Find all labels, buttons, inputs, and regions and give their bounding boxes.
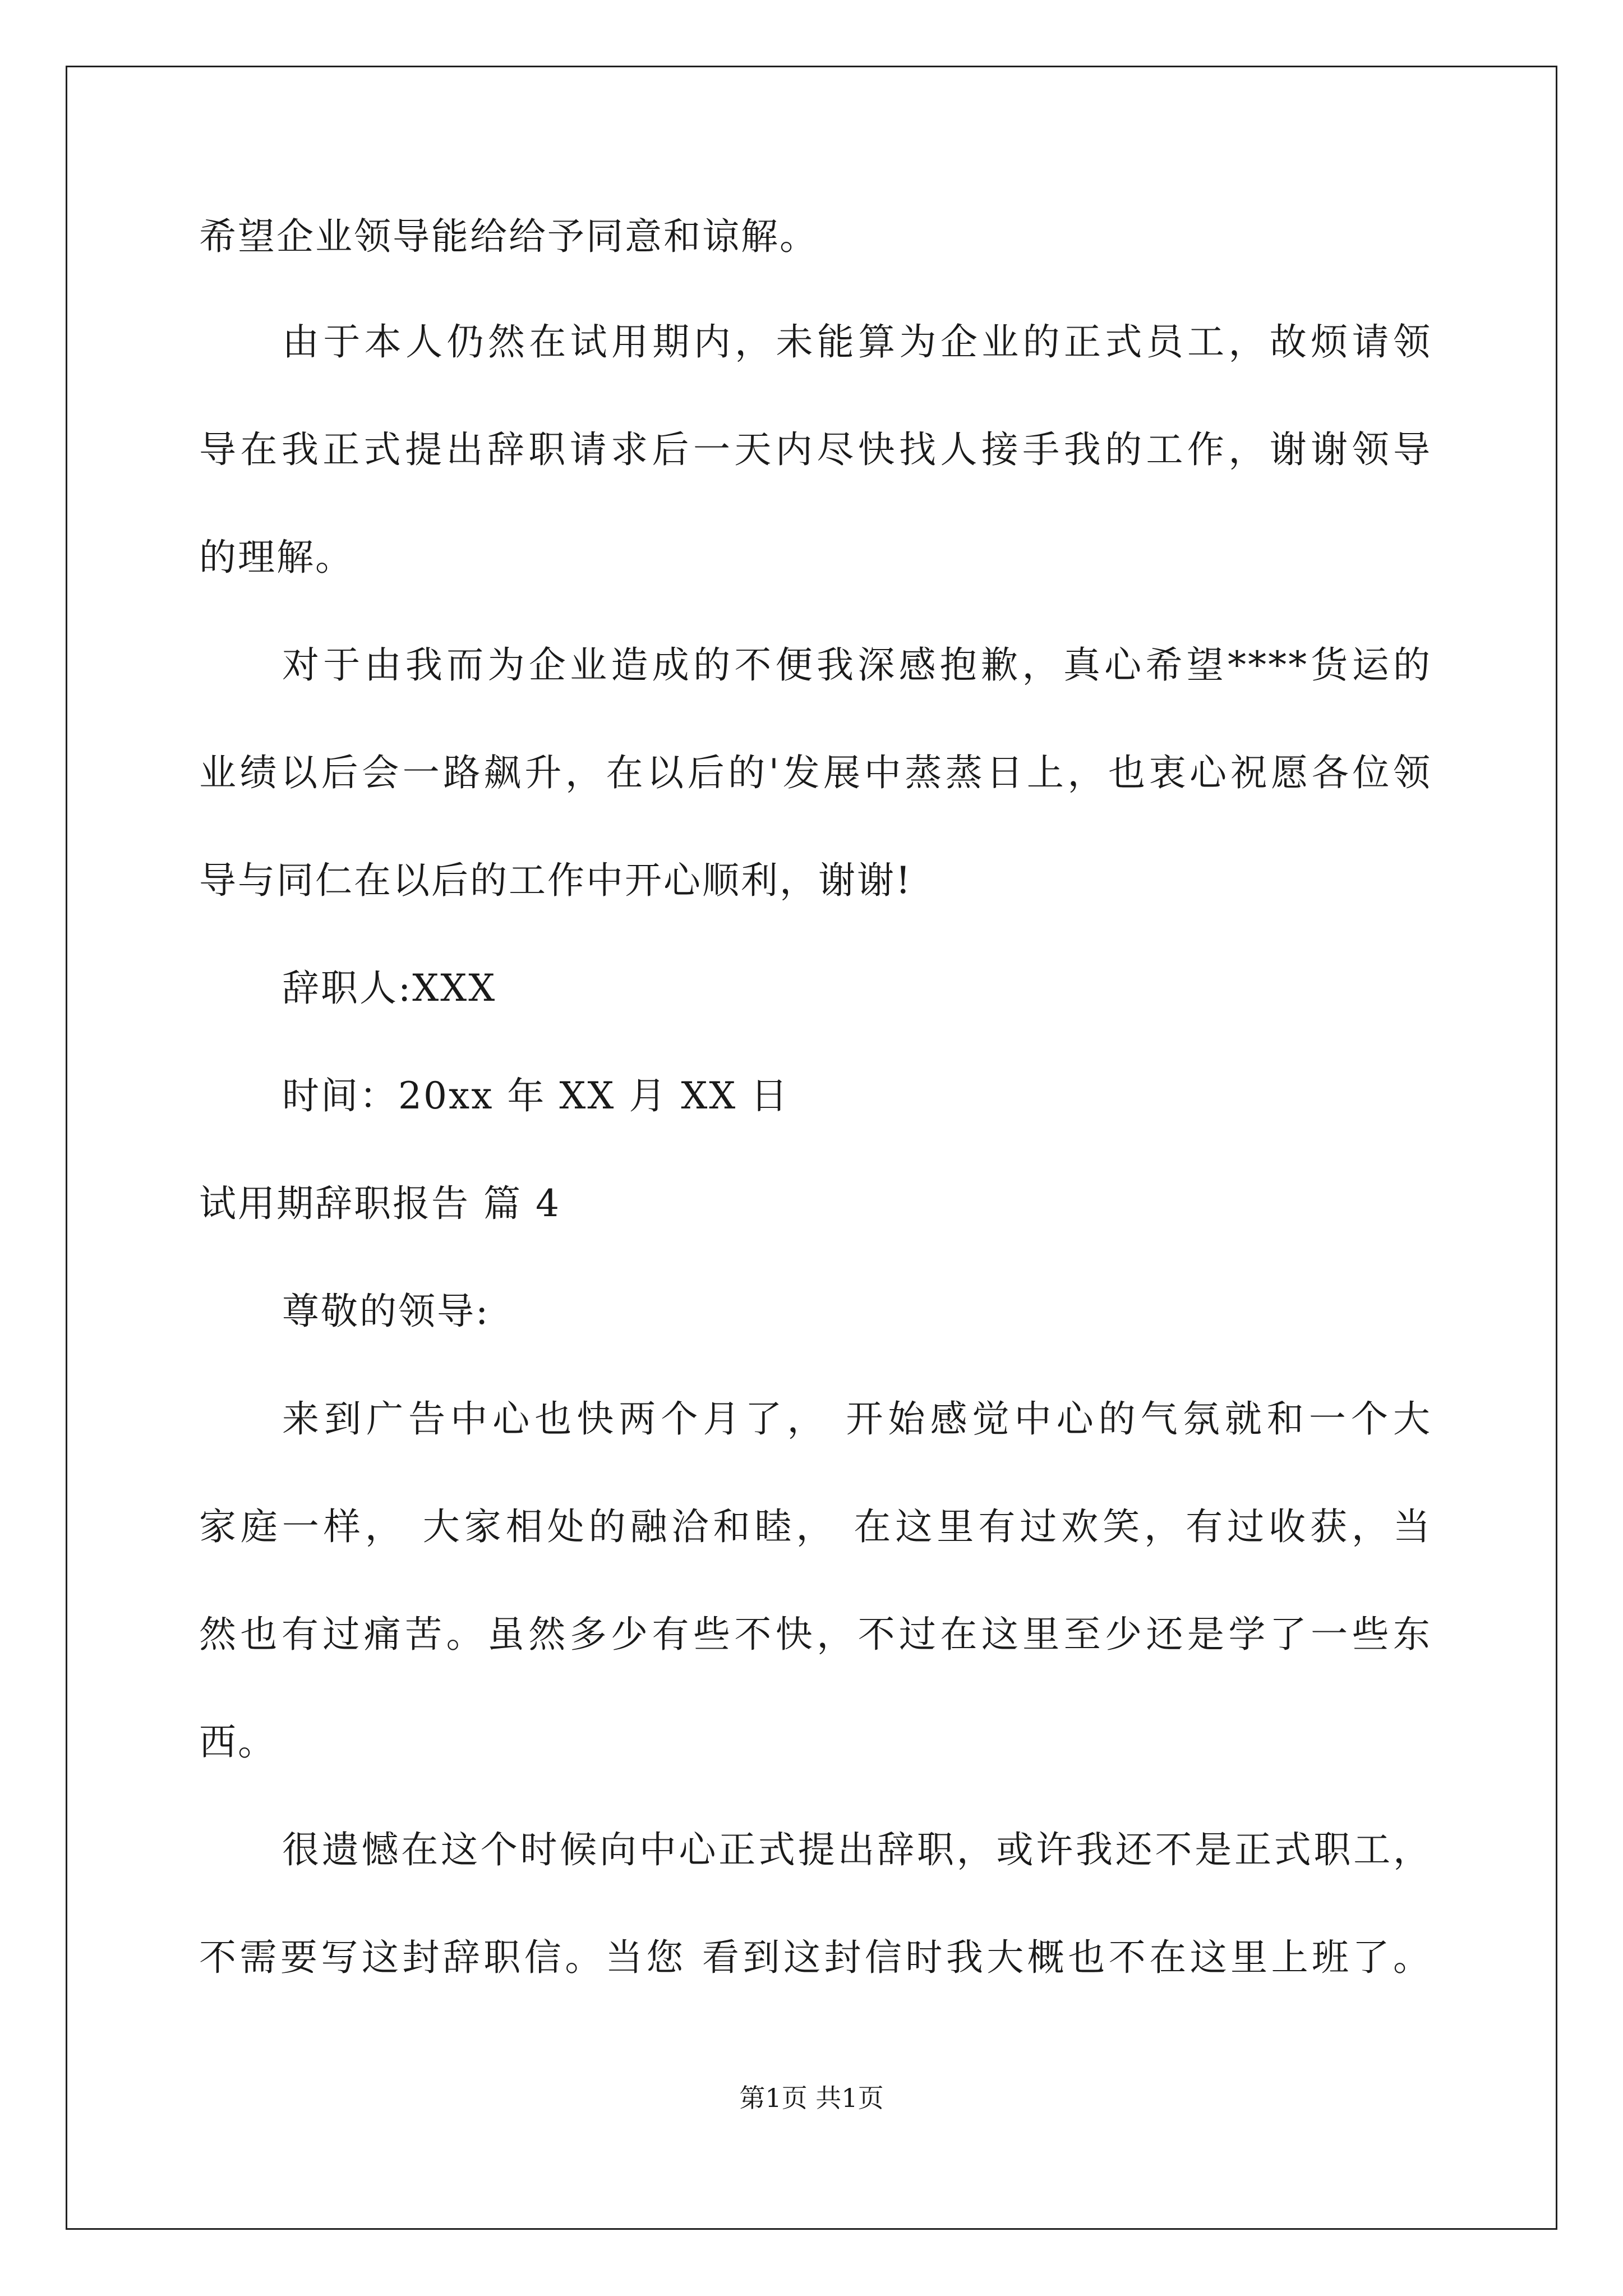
section-heading: 试用期辞职报告 篇 4 [199, 1182, 561, 1225]
page-border [66, 66, 1557, 2230]
text-line-2: 由于本人仍然在试用期内，未能算为企业的正式员工，故烦请领 [282, 320, 1432, 364]
text-line-16: 很遗憾在这个时候向中心正式提出辞职，或许我还不是正式职工， [282, 1828, 1432, 1871]
text-line-13: 家庭一样， 大家相处的融洽和睦， 在这里有过欢笑，有过收获，当 [199, 1505, 1432, 1548]
page-footer: 第1页 共1页 [739, 2083, 884, 2113]
text-line-3: 导在我正式提出辞职请求后一天内尽快找人接手我的工作，谢谢领导 [199, 428, 1432, 471]
text-line-7: 导与同仁在以后的工作中开心顺利，谢谢! [199, 859, 912, 902]
salutation-line: 尊敬的领导: [282, 1290, 490, 1333]
signer-line: 辞职人:XXX [282, 967, 497, 1010]
text-line-12: 来到广告中心也快两个月了， 开始感觉中心的气氛就和一个大 [282, 1397, 1432, 1441]
text-line-1: 希望企业领导能给给予同意和谅解。 [199, 215, 818, 258]
text-line-15: 西。 [199, 1720, 276, 1764]
text-line-5: 对于由我而为企业造成的不便我深感抱歉，真心希望****货运的 [282, 643, 1432, 687]
text-line-6: 业绩以后会一路飙升，在以后的'发展中蒸蒸日上，也衷心祝愿各位领 [199, 751, 1432, 794]
date-line: 时间：20xx 年 XX 月 XX 日 [282, 1074, 790, 1117]
text-line-17: 不需要写这封辞职信。当您 看到这封信时我大概也不在这里上班了。 [199, 1936, 1432, 1979]
text-line-4: 的理解。 [199, 536, 354, 579]
text-line-14: 然也有过痛苦。虽然多少有些不快，不过在这里至少还是学了一些东 [199, 1613, 1432, 1656]
